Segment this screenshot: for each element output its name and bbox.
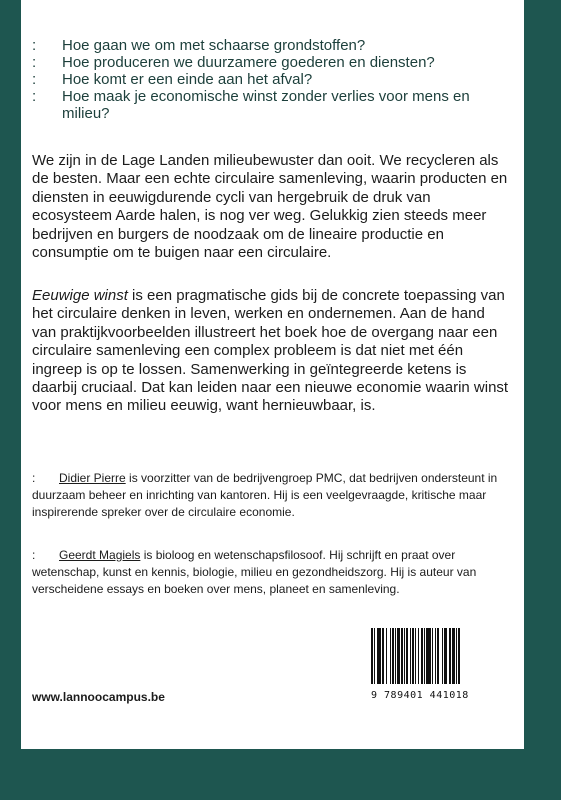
question-bullet: : [32, 37, 37, 54]
question-text: Hoe produceren we duurzamere goederen en diensten? [62, 54, 435, 71]
author-bio-text: is voorzitter van de bedrijvengroep PMC, dat bedrijven ondersteunt in duurzaam beheer en inrichting van kantoren. Hij is een veelgevraagde, kritische maar inspirerende spreker over de circulaire economie. [32, 471, 498, 519]
barcode-gap [460, 628, 461, 684]
author-bullet: : [32, 548, 36, 562]
intro-paragraph: We zijn in de Lage Landen milieubewuster dan ooit. We recycleren als de besten. Maar een echte circulaire samenleving, waarin producten en diensten in eeuwigdurende cycli van hergebruik de druk van ecosysteem Aarde halen, is nog ver weg. Gelukkig zien steeds meer bedrijven en burgers de noodzaak om de lineaire productie en consumptie om te buigen naar een circulaire. [32, 152, 508, 262]
author-bullet: : [32, 471, 36, 485]
isbn-barcode [371, 628, 487, 684]
publisher-website[interactable]: www.lannoocampus.be [32, 690, 165, 704]
isbn-number: 9 789401 441018 [371, 690, 469, 701]
summary-text: is een pragmatische gids bij de concrete toepassing van het circulaire denken in leven, werken en ondernemen. Aan de hand van praktijkvoorbeelden illustreert het boek hoe de overgang naar een circulaire samenleving een complex probleem is dat niet met één ingreep is op te lossen. Samenwerking in geïntegreerde ketens is daarbij cruciaal. Dat kan leiden naar een nieuwe economie waarin winst voor mens en milieu eeuwig, want hernieuwbaar, is. [32, 287, 509, 415]
author-name: Didier Pierre [59, 471, 126, 485]
question-item [32, 37, 512, 54]
question-bullet: : [32, 71, 37, 88]
question-text: Hoe gaan we om met schaarse grondstoffen? [62, 37, 366, 54]
author-name: Geerdt Magiels [59, 548, 141, 562]
question-text: Hoe komt er een einde aan het afval? [62, 71, 313, 88]
author-bio-text: is bioloog en wetenschapsfilosoof. Hij schrijft en praat over wetenschap, kunst en kennis, biologie, milieu en gezondheidszorg. Hij is auteur van verscheidene essays en boeken over mens, planeet en samenleving. [32, 548, 477, 596]
back-cover-page [21, 0, 524, 749]
question-text: Hoe maak je economische winst zonder verlies voor mens en milieu? [62, 88, 470, 122]
question-item [32, 88, 512, 122]
question-bullet: : [32, 88, 37, 105]
author-bio [32, 547, 502, 598]
question-item [32, 54, 512, 71]
author-bio [32, 470, 502, 521]
question-bullet: : [32, 54, 37, 71]
question-list [32, 37, 512, 122]
question-item [32, 71, 512, 88]
book-title-inline: Eeuwige winst [32, 287, 128, 304]
summary-paragraph [32, 287, 512, 416]
